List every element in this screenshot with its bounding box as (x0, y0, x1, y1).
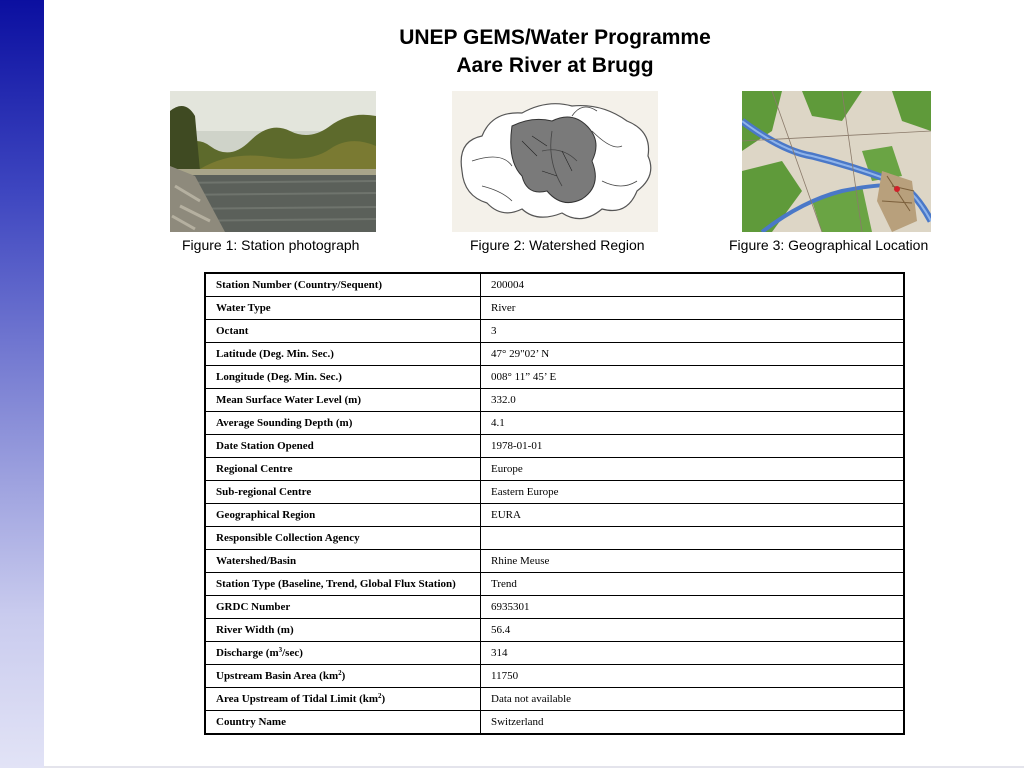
row-value: Eastern Europe (481, 481, 905, 504)
row-value: EURA (481, 504, 905, 527)
table-row (205, 527, 904, 550)
row-value: 6935301 (481, 596, 905, 619)
geographical-location-map (742, 91, 931, 232)
figure-1-caption: Figure 1: Station photograph (182, 237, 360, 253)
row-value: 3 (481, 320, 905, 343)
row-value: 47° 29"02’ N (481, 343, 905, 366)
figure-2-caption: Figure 2: Watershed Region (470, 237, 645, 253)
table-row (205, 619, 904, 642)
table-row (205, 596, 904, 619)
table-row (205, 412, 904, 435)
row-value (481, 527, 905, 550)
row-label: Responsible Collection Agency (205, 527, 481, 550)
table-row (205, 711, 904, 735)
row-label: Station Type (Baseline, Trend, Global Flux Station) (205, 573, 481, 596)
figure-3-caption: Figure 3: Geographical Location (729, 237, 929, 253)
table-row (205, 389, 904, 412)
table-row (205, 366, 904, 389)
row-label: Country Name (205, 711, 481, 735)
row-value: River (481, 297, 905, 320)
row-label: Longitude (Deg. Min. Sec.) (205, 366, 481, 389)
station-info-table (204, 272, 905, 735)
table-row (205, 273, 904, 297)
row-label: Latitude (Deg. Min. Sec.) (205, 343, 481, 366)
table-row (205, 297, 904, 320)
row-label: Regional Centre (205, 458, 481, 481)
row-value: 200004 (481, 273, 905, 297)
row-label: Station Number (Country/Sequent) (205, 273, 481, 297)
table-row (205, 642, 904, 665)
table-row (205, 550, 904, 573)
table-row (205, 320, 904, 343)
row-value: Switzerland (481, 711, 905, 735)
table-row (205, 481, 904, 504)
row-label: Area Upstream of Tidal Limit $(km^2)$ (205, 688, 481, 711)
row-label: Mean Surface Water Level (m) (205, 389, 481, 412)
row-label: River Width (m) (205, 619, 481, 642)
table-row (205, 573, 904, 596)
row-label: Watershed/Basin (205, 550, 481, 573)
row-value: 332.0 (481, 389, 905, 412)
row-label: Upstream Basin Area $(km^2)$ (205, 665, 481, 688)
row-value: Data not available (481, 688, 905, 711)
watershed-region-map (452, 91, 658, 232)
row-value: Trend (481, 573, 905, 596)
row-value: Europe (481, 458, 905, 481)
table-row (205, 688, 904, 711)
row-value: 11750 (481, 665, 905, 688)
row-value: 1978-01-01 (481, 435, 905, 458)
station-photograph (170, 91, 376, 232)
row-label: Sub-regional Centre (205, 481, 481, 504)
row-label: Average Sounding Depth (m) (205, 412, 481, 435)
table-row (205, 458, 904, 481)
row-value: 56.4 (481, 619, 905, 642)
table-row (205, 343, 904, 366)
row-label: Geographical Region (205, 504, 481, 527)
row-value: 008° 11” 45’ E (481, 366, 905, 389)
row-value: 4.1 (481, 412, 905, 435)
table-row (205, 435, 904, 458)
decorative-side-bar (0, 0, 44, 768)
row-label: Water Type (205, 297, 481, 320)
row-label: Discharge $(m^3/\sec)$ (205, 642, 481, 665)
row-label: Date Station Opened (205, 435, 481, 458)
page-subtitle: Aare River at Brugg (456, 54, 654, 77)
table-row (205, 665, 904, 688)
table-row (205, 504, 904, 527)
row-label: GRDC Number (205, 596, 481, 619)
row-value: 314 (481, 642, 905, 665)
page-title: UNEP GEMS/Water Programme (399, 26, 711, 49)
row-label: Octant (205, 320, 481, 343)
row-value: Rhine Meuse (481, 550, 905, 573)
